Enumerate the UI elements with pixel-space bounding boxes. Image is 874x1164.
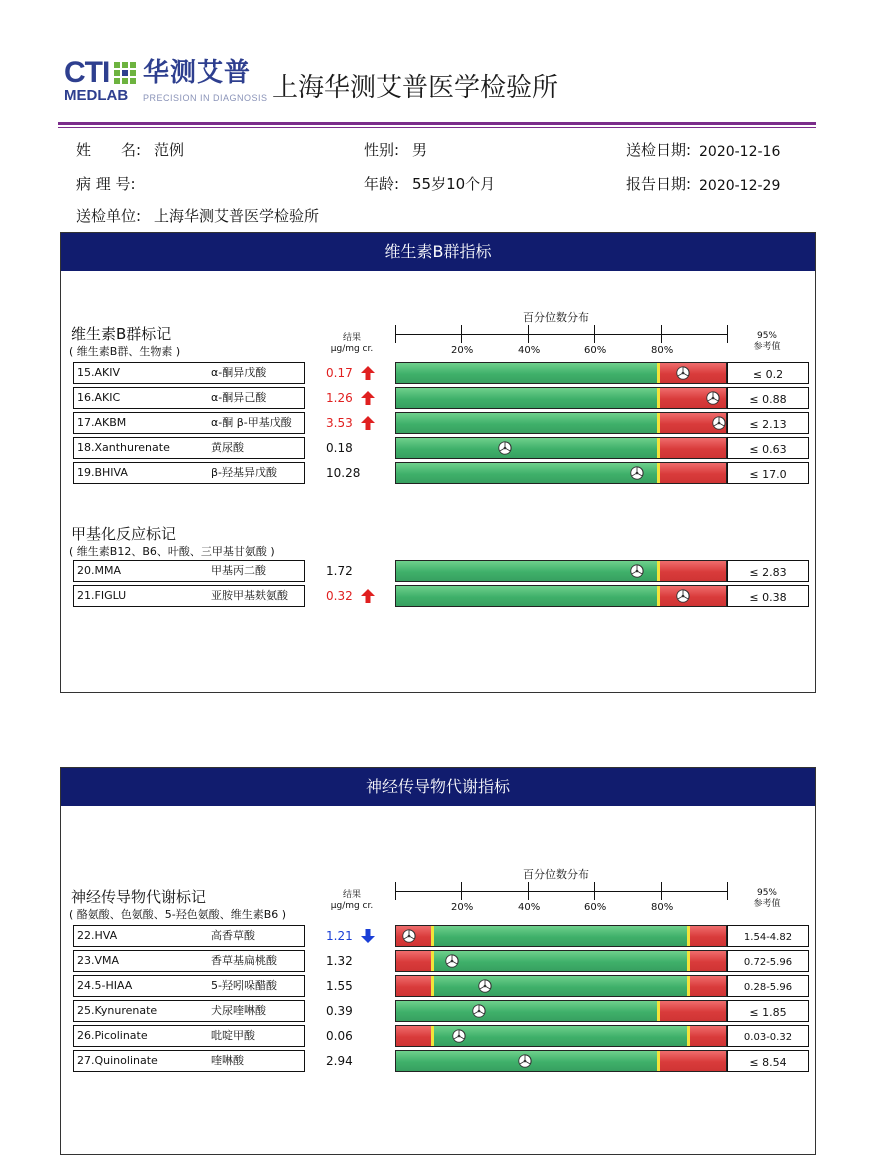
- percentile-bar: [395, 950, 727, 972]
- percentile-bar: [395, 975, 727, 997]
- high-boundary: [657, 586, 660, 606]
- marker-id: 17.AKBM: [77, 416, 127, 429]
- up-arrow-icon: [361, 589, 375, 603]
- logo-grid-icon: [114, 62, 136, 84]
- high-zone: [688, 926, 726, 946]
- result-unit-label: μg/mg cr.: [330, 344, 374, 354]
- high-zone: [658, 586, 726, 606]
- normal-zone: [396, 388, 658, 408]
- reference-percent-label: 95%: [756, 888, 777, 898]
- high-zone: [658, 463, 726, 483]
- percentile-axis: [395, 334, 727, 335]
- low-zone: [396, 976, 432, 996]
- header-rule-thin: [58, 127, 816, 128]
- normal-zone: [396, 586, 658, 606]
- result-value: 3.53: [326, 416, 353, 430]
- axis-tick: [661, 882, 662, 900]
- marker-id: 23.VMA: [77, 954, 120, 967]
- send-date-label: 送检日期:: [626, 141, 692, 159]
- result-value: 0.18: [326, 441, 353, 455]
- group-subtitle: ( 酪氨酸、色氨酸、5-羟色氨酸、维生素B6 ): [69, 908, 287, 921]
- percentile-title: 百分位数分布: [523, 311, 589, 324]
- marker-id: 20.MMA: [77, 564, 121, 577]
- high-boundary: [657, 363, 660, 383]
- axis-tick-label: 80%: [651, 902, 674, 913]
- axis-tick: [395, 325, 396, 343]
- axis-tick-label: 20%: [451, 902, 474, 913]
- marker-chinese-name: 吡啶甲酸: [211, 1029, 255, 1042]
- send-date: 2020-12-16: [699, 144, 781, 160]
- institution-title: 上海华测艾普医学检验所: [272, 73, 559, 103]
- result-value: 1.21: [326, 929, 353, 943]
- name-label: 姓 名:: [76, 141, 142, 159]
- percentile-bar: [395, 437, 727, 459]
- section-vitamin-b: [60, 232, 816, 693]
- group-title: 神经传导物代谢标记: [71, 888, 207, 906]
- result-value: 10.28: [326, 466, 361, 480]
- axis-tick: [461, 882, 462, 900]
- low-boundary: [431, 976, 434, 996]
- logo-cti: CTI: [64, 56, 110, 89]
- marker-id: 18.Xanthurenate: [77, 441, 170, 454]
- reference-value: ≤ 8.54: [727, 1050, 809, 1072]
- high-boundary: [657, 388, 660, 408]
- percentile-bar: [395, 1050, 727, 1072]
- reference-value: 0.03-0.32: [727, 1025, 809, 1047]
- percentile-bar: [395, 1000, 727, 1022]
- high-zone: [658, 1051, 726, 1071]
- reference-value: ≤ 2.13: [727, 412, 809, 434]
- result-value: 0.17: [326, 366, 353, 380]
- up-arrow-icon: [361, 391, 375, 405]
- marker-chinese-name: α-酮 β-甲基戊酸: [211, 416, 292, 429]
- percentile-marker-icon: [518, 1054, 532, 1068]
- marker-id: 24.5-HIAA: [77, 979, 133, 992]
- high-boundary: [657, 438, 660, 458]
- result-value: 2.94: [326, 1054, 353, 1068]
- result-value: 0.06: [326, 1029, 353, 1043]
- low-boundary: [431, 1026, 434, 1046]
- report-date: 2020-12-29: [699, 178, 781, 194]
- high-boundary: [687, 1026, 690, 1046]
- reference-percent-label: 95%: [756, 331, 777, 341]
- high-boundary: [687, 926, 690, 946]
- marker-id: 26.Picolinate: [77, 1029, 148, 1042]
- percentile-bar: [395, 925, 727, 947]
- percentile-marker-icon: [402, 929, 416, 943]
- axis-tick: [594, 882, 595, 900]
- marker-id: 27.Quinolinate: [77, 1054, 158, 1067]
- reference-value: ≤ 0.38: [727, 585, 809, 607]
- percentile-marker-icon: [676, 589, 690, 603]
- normal-zone: [396, 1001, 658, 1021]
- down-arrow-icon: [361, 929, 375, 943]
- high-zone: [658, 1001, 726, 1021]
- axis-tick: [727, 882, 728, 900]
- group-title: 维生素B群标记: [71, 325, 172, 343]
- marker-id: 25.Kynurenate: [77, 1004, 158, 1017]
- percentile-axis: [395, 891, 727, 892]
- marker-chinese-name: α-酮异己酸: [211, 391, 267, 404]
- marker-id: 21.FIGLU: [77, 589, 127, 602]
- normal-zone: [432, 976, 688, 996]
- marker-id: 19.BHIVA: [77, 466, 128, 479]
- normal-zone: [396, 363, 658, 383]
- axis-tick: [395, 882, 396, 900]
- high-zone: [658, 561, 726, 581]
- marker-chinese-name: 黄尿酸: [211, 441, 244, 454]
- logo-tagline: PRECISION IN DIAGNOSIS: [143, 93, 268, 103]
- high-boundary: [657, 413, 660, 433]
- patient-sex: 男: [412, 141, 428, 159]
- high-boundary: [657, 463, 660, 483]
- reference-value: ≤ 17.0: [727, 462, 809, 484]
- high-boundary: [687, 951, 690, 971]
- result-value: 1.55: [326, 979, 353, 993]
- group-subtitle: ( 维生素B群、生物素 ): [69, 345, 181, 358]
- marker-id: 15.AKIV: [77, 366, 121, 379]
- percentile-bar: [395, 1025, 727, 1047]
- axis-tick: [594, 325, 595, 343]
- normal-zone: [396, 463, 658, 483]
- normal-zone: [432, 1026, 688, 1046]
- marker-chinese-name: 亚胺甲基麸氨酸: [211, 589, 288, 602]
- high-zone: [688, 951, 726, 971]
- result-column-label: 结果: [342, 890, 361, 900]
- marker-chinese-name: 高香草酸: [211, 929, 255, 942]
- section-title: 神经传导物代谢指标: [61, 768, 815, 806]
- reference-value: 0.72-5.96: [727, 950, 809, 972]
- axis-tick-label: 80%: [651, 345, 674, 356]
- percentile-marker-icon: [712, 416, 726, 430]
- marker-chinese-name: 喹啉酸: [211, 1054, 244, 1067]
- normal-zone: [432, 951, 688, 971]
- result-value: 1.26: [326, 391, 353, 405]
- sex-label: 性别:: [364, 141, 400, 159]
- axis-tick: [727, 325, 728, 343]
- high-zone: [658, 363, 726, 383]
- percentile-bar: [395, 412, 727, 434]
- high-boundary: [687, 976, 690, 996]
- reference-value: ≤ 0.63: [727, 437, 809, 459]
- logo-medlab: MEDLAB: [64, 87, 129, 104]
- group-title: 甲基化反应标记: [71, 525, 177, 543]
- high-zone: [688, 1026, 726, 1046]
- percentile-bar: [395, 462, 727, 484]
- result-column-label: 结果: [342, 333, 361, 343]
- high-boundary: [657, 1051, 660, 1071]
- axis-tick-label: 60%: [584, 345, 607, 356]
- marker-chinese-name: β-羟基异戊酸: [211, 466, 277, 479]
- percentile-marker-icon: [676, 366, 690, 380]
- normal-zone: [432, 926, 688, 946]
- low-zone: [396, 951, 432, 971]
- percentile-marker-icon: [498, 441, 512, 455]
- patient-age: 55岁10个月: [412, 175, 496, 193]
- result-value: 1.72: [326, 564, 353, 578]
- percentile-marker-icon: [706, 391, 720, 405]
- axis-tick: [461, 325, 462, 343]
- reference-value: ≤ 2.83: [727, 560, 809, 582]
- axis-tick: [661, 325, 662, 343]
- axis-tick-label: 60%: [584, 902, 607, 913]
- marker-chinese-name: α-酮异戊酸: [211, 366, 267, 379]
- percentile-bar: [395, 387, 727, 409]
- patient-name: 范例: [154, 141, 185, 159]
- high-zone: [688, 976, 726, 996]
- high-zone: [658, 438, 726, 458]
- percentile-bar: [395, 362, 727, 384]
- low-boundary: [431, 926, 434, 946]
- normal-zone: [396, 438, 658, 458]
- send-unit: 上海华测艾普医学检验所: [154, 207, 320, 225]
- pathology-label: 病 理 号:: [76, 175, 136, 193]
- low-boundary: [431, 951, 434, 971]
- marker-id: 16.AKIC: [77, 391, 121, 404]
- low-zone: [396, 1026, 432, 1046]
- percentile-bar: [395, 585, 727, 607]
- percentile-marker-icon: [630, 466, 644, 480]
- axis-tick: [528, 325, 529, 343]
- percentile-marker-icon: [452, 1029, 466, 1043]
- high-boundary: [657, 1001, 660, 1021]
- normal-zone: [396, 413, 658, 433]
- result-value: 0.32: [326, 589, 353, 603]
- percentile-marker-icon: [445, 954, 459, 968]
- high-boundary: [657, 561, 660, 581]
- reference-value-label: 参考值: [753, 342, 781, 352]
- axis-tick: [528, 882, 529, 900]
- logo-chinese-name: 华测艾普: [143, 58, 252, 88]
- percentile-marker-icon: [630, 564, 644, 578]
- reference-value: ≤ 0.88: [727, 387, 809, 409]
- unit-label: 送检单位:: [76, 207, 142, 225]
- axis-tick-label: 40%: [518, 902, 541, 913]
- age-label: 年龄:: [364, 175, 400, 193]
- reference-value: ≤ 0.2: [727, 362, 809, 384]
- marker-chinese-name: 5-羟吲哚醋酸: [211, 979, 277, 992]
- result-value: 1.32: [326, 954, 353, 968]
- result-unit-label: μg/mg cr.: [330, 901, 374, 911]
- section-title: 维生素B群指标: [61, 233, 815, 271]
- up-arrow-icon: [361, 416, 375, 430]
- percentile-marker-icon: [472, 1004, 486, 1018]
- percentile-title: 百分位数分布: [523, 868, 589, 881]
- report-date-label: 报告日期:: [626, 175, 692, 193]
- header-rule: [58, 122, 816, 125]
- normal-zone: [396, 561, 658, 581]
- marker-id: 22.HVA: [77, 929, 118, 942]
- result-value: 0.39: [326, 1004, 353, 1018]
- marker-chinese-name: 犬尿喹啉酸: [211, 1004, 266, 1017]
- axis-tick-label: 20%: [451, 345, 474, 356]
- reference-value-label: 参考值: [753, 899, 781, 909]
- percentile-marker-icon: [478, 979, 492, 993]
- marker-chinese-name: 香草基扁桃酸: [211, 954, 277, 967]
- axis-tick-label: 40%: [518, 345, 541, 356]
- up-arrow-icon: [361, 366, 375, 380]
- reference-value: ≤ 1.85: [727, 1000, 809, 1022]
- reference-value: 0.28-5.96: [727, 975, 809, 997]
- marker-chinese-name: 甲基丙二酸: [211, 564, 266, 577]
- percentile-bar: [395, 560, 727, 582]
- section-neurotransmitter: [60, 767, 816, 1155]
- reference-value: 1.54-4.82: [727, 925, 809, 947]
- group-subtitle: ( 维生素B12、B6、叶酸、三甲基甘氨酸 ): [69, 545, 275, 558]
